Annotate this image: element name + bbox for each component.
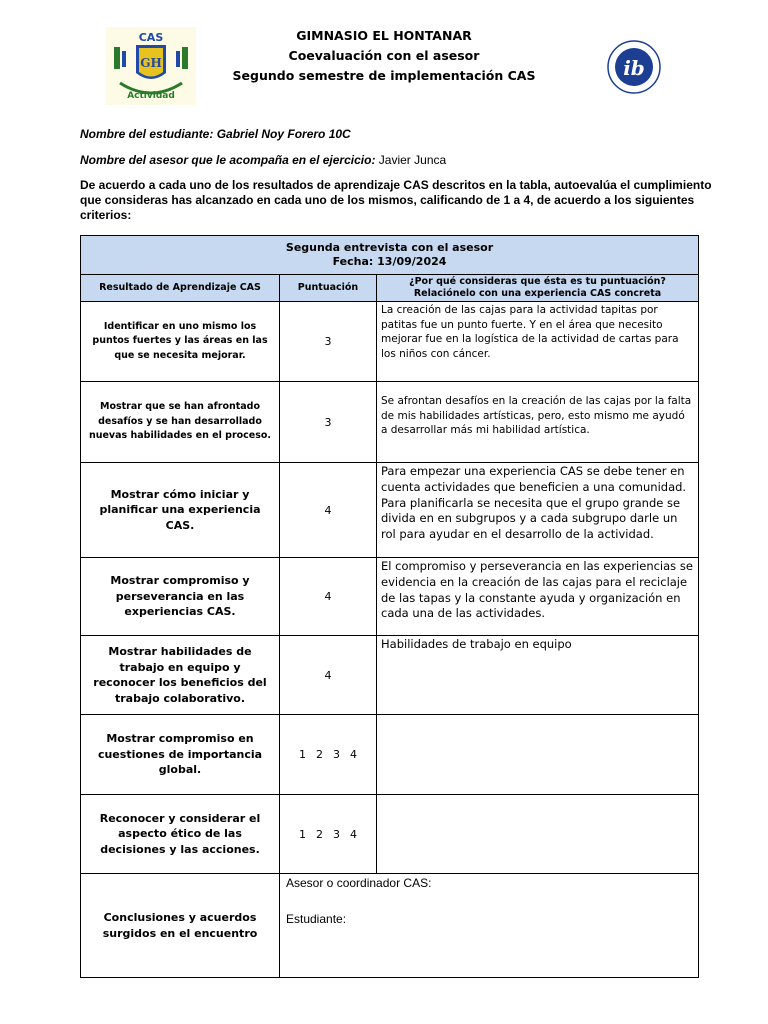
table-row (81, 795, 699, 874)
justification-cell: La creación de las cajas para la actividad tapitas por patitas fue un punto fuerte. Y en el área que necesito mejorar fue en la logística de la actividad de cartas para los niños con cáncer. (377, 302, 699, 382)
advisor-signature-label: Asesor o coordinador CAS: (286, 876, 432, 890)
score-option-4[interactable]: 4 (350, 748, 357, 761)
score-scale (280, 715, 377, 795)
instructions: De acuerdo a cada uno de los resultados de aprendizaje CAS descritos en la tabla, autoevalúa el cumplimiento que consideras has alcanzado en cada uno de los mismos, calificando de 1 a 4, de acuerdo a los siguientes criterios: (80, 178, 712, 222)
table-row (81, 302, 699, 382)
score-cell: 4 (280, 463, 377, 558)
table-row (81, 558, 699, 636)
score-option-4[interactable]: 4 (350, 827, 357, 841)
conclusions-cell[interactable] (280, 874, 699, 978)
column-header-why: ¿Por qué consideras que ésta es tu puntuación? Relaciónelo con una experiencia CAS concreta (377, 275, 699, 302)
justification-cell[interactable] (377, 795, 699, 874)
conclusions-row (81, 874, 699, 978)
svg-text:Actividad: Actividad (127, 91, 175, 101)
score-option-1[interactable]: 1 (299, 827, 306, 841)
document-period: Segundo semestre de implementación CAS (232, 68, 536, 83)
svg-text:ib: ib (623, 56, 645, 80)
column-header-outcome: Resultado de Aprendizaje CAS (81, 275, 280, 302)
score-option-2[interactable]: 2 (316, 748, 323, 761)
school-name: GIMNASIO EL HONTANAR (296, 28, 472, 43)
outcome-cell: Mostrar habilidades de trabajo en equipo y reconocer los beneficios del trabajo colaborativo. (81, 636, 280, 715)
conclusions-label: Conclusiones y acuerdos surgidos en el encuentro (81, 874, 280, 978)
evaluation-table (80, 235, 699, 978)
score-option-1[interactable]: 1 (299, 748, 306, 761)
document-subtitle: Coevaluación con el asesor (288, 48, 480, 63)
cas-logo (106, 27, 196, 105)
outcome-cell: Mostrar cómo iniciar y planificar una experiencia CAS. (81, 463, 280, 558)
score-cell: 3 (280, 382, 377, 463)
svg-text:GH: GH (140, 56, 162, 70)
table-row (81, 382, 699, 463)
table-row (81, 463, 699, 558)
score-cell: 4 (280, 636, 377, 715)
justification-cell: El compromiso y perseverancia en las experiencias se evidencia en la creación de las cajas para el reciclaje de las tapas y la constante ayuda y organización en cada una de las actividades. (377, 558, 699, 636)
table-row (81, 636, 699, 715)
ib-logo (598, 38, 670, 96)
justification-cell: Se afrontan desafíos en la creación de las cajas por la falta de mis habilidades artísticas, pero, esto mismo me ayudó a desarrollar más mi habilidad artística. (377, 382, 699, 463)
score-cell: 4 (280, 558, 377, 636)
score-option-2[interactable]: 2 (316, 827, 323, 841)
column-header-score: Puntuación (280, 275, 377, 302)
outcome-cell: Mostrar que se han afrontado desafíos y se han desarrollado nuevas habilidades en el proceso. (81, 382, 280, 463)
table-banner-row (81, 236, 699, 275)
score-option-3[interactable]: 3 (333, 827, 340, 841)
justification-cell: Habilidades de trabajo en equipo (377, 636, 699, 715)
table-banner (81, 236, 699, 275)
student-signature-label: Estudiante: (286, 912, 347, 926)
outcome-cell: Identificar en uno mismo los puntos fuertes y las áreas en las que se necesita mejorar. (81, 302, 280, 382)
table-row (81, 715, 699, 795)
outcome-cell: Mostrar compromiso en cuestiones de importancia global. (81, 715, 280, 795)
justification-cell: Para empezar una experiencia CAS se debe tener en cuenta actividades que beneficien a una comunidad. Para planificarla se necesita que el grupo grande se divida en en subgrupos y a cada subgrupo darle un rol para ayudar en el desarrollo de la actividad. (377, 463, 699, 558)
student-name: Nombre del estudiante: Gabriel Noy Forero 10C (80, 127, 351, 141)
advisor-name: Nombre del asesor que le acompaña en el ejercicio: Javier Junca (80, 153, 447, 167)
table-header-row (81, 275, 699, 302)
interview-date: Fecha: 13/09/2024 (332, 255, 447, 268)
justification-cell[interactable] (377, 715, 699, 795)
outcome-cell: Mostrar compromiso y perseverancia en las experiencias CAS. (81, 558, 280, 636)
svg-text:CAS: CAS (138, 31, 164, 44)
score-option-3[interactable]: 3 (333, 748, 340, 761)
outcome-cell: Reconocer y considerar el aspecto ético de las decisiones y las acciones. (81, 795, 280, 874)
score-scale (280, 795, 377, 874)
interview-title: Segunda entrevista con el asesor (285, 241, 494, 254)
score-cell: 3 (280, 302, 377, 382)
